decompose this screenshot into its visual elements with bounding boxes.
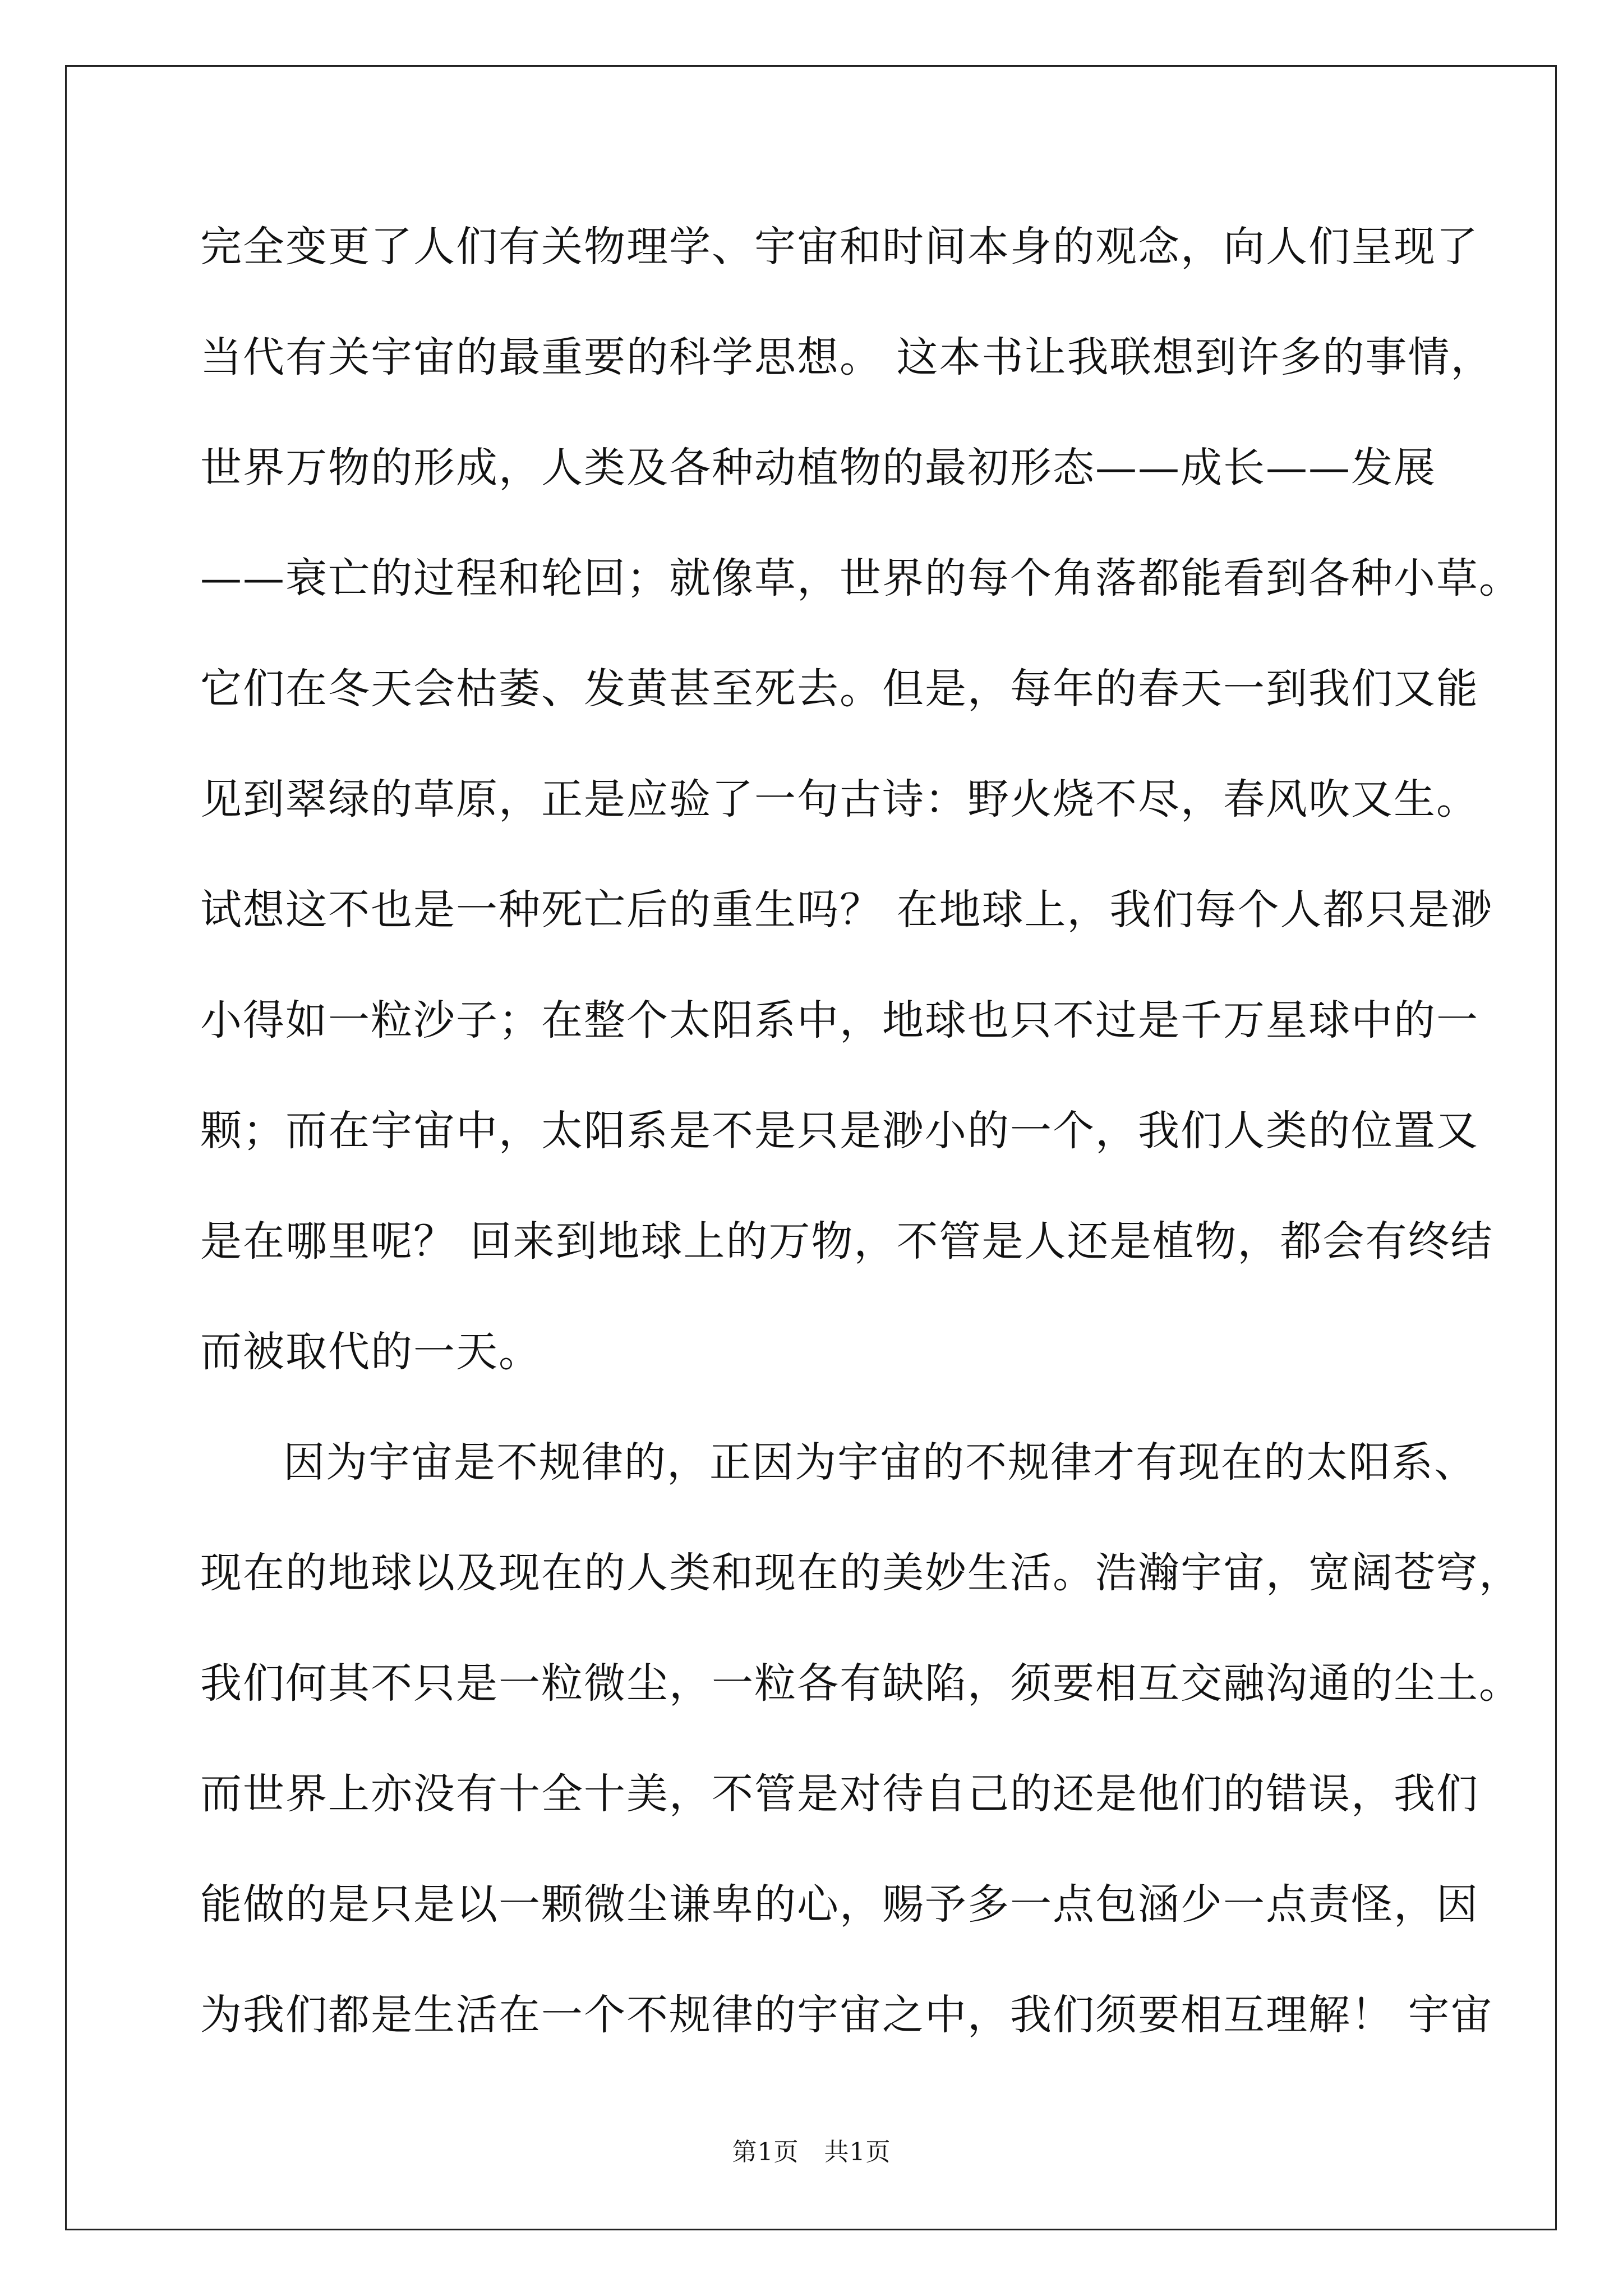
text-line: 因为宇宙是不规律的，正因为宇宙的不规律才有现在的太阳系、 — [283, 1438, 1477, 1487]
document-body — [200, 208, 1521, 2086]
text-line: 而被取代的一天。 — [200, 1328, 541, 1376]
text-line: 世界万物的形成，人类及各种动植物的最初形态——成长——发展 — [200, 444, 1436, 492]
text-line: 能做的是只是以一颗微尘谦卑的心，赐予多一点包涵少一点责怪，因 — [200, 1880, 1479, 1929]
text-line: 现在的地球以及现在的人类和现在的美妙生活。浩瀚宇宙，宽阔苍穹， — [200, 1549, 1521, 1597]
text-line: 完全变更了人们有关物理学、宇宙和时间本身的观念，向人们呈现了 — [200, 223, 1479, 271]
text-line: ——衰亡的过程和轮回；就像草，世界的每个角落都能看到各种小草。 — [200, 554, 1521, 602]
page-indicator: 第1页 共1页 — [732, 2138, 891, 2166]
text-line: 我们何其不只是一粒微尘，一粒各有缺陷，须要相互交融沟通的尘土。 — [200, 1659, 1521, 1708]
text-line: 当代有关宇宙的最重要的科学思想。 这本书让我联想到许多的事情， — [200, 333, 1493, 381]
paragraph-1 — [200, 208, 1521, 1423]
text-line: 是在哪里呢？ 回来到地球上的万物，不管是人还是植物，都会有终结 — [200, 1217, 1493, 1266]
text-line: 颗；而在宇宙中，太阳系是不是只是渺小的一个，我们人类的位置又 — [200, 1107, 1479, 1155]
text-line: 而世界上亦没有十全十美，不管是对待自己的还是他们的错误，我们 — [200, 1770, 1479, 1818]
paragraph-2 — [200, 1423, 1521, 2086]
text-line: 小得如一粒沙子；在整个太阳系中，地球也只不过是千万星球中的一 — [200, 996, 1479, 1045]
text-line: 它们在冬天会枯萎、发黄甚至死去。但是，每年的春天一到我们又能 — [200, 665, 1479, 713]
text-line: 为我们都是生活在一个不规律的宇宙之中，我们须要相互理解！ 宇宙 — [200, 1991, 1493, 2039]
page-footer — [0, 2132, 1623, 2168]
text-line: 试想这不也是一种死亡后的重生吗？ 在地球上，我们每个人都只是渺 — [200, 886, 1493, 934]
text-line: 见到翠绿的草原，正是应验了一句古诗：野火烧不尽，春风吹又生。 — [200, 775, 1479, 823]
